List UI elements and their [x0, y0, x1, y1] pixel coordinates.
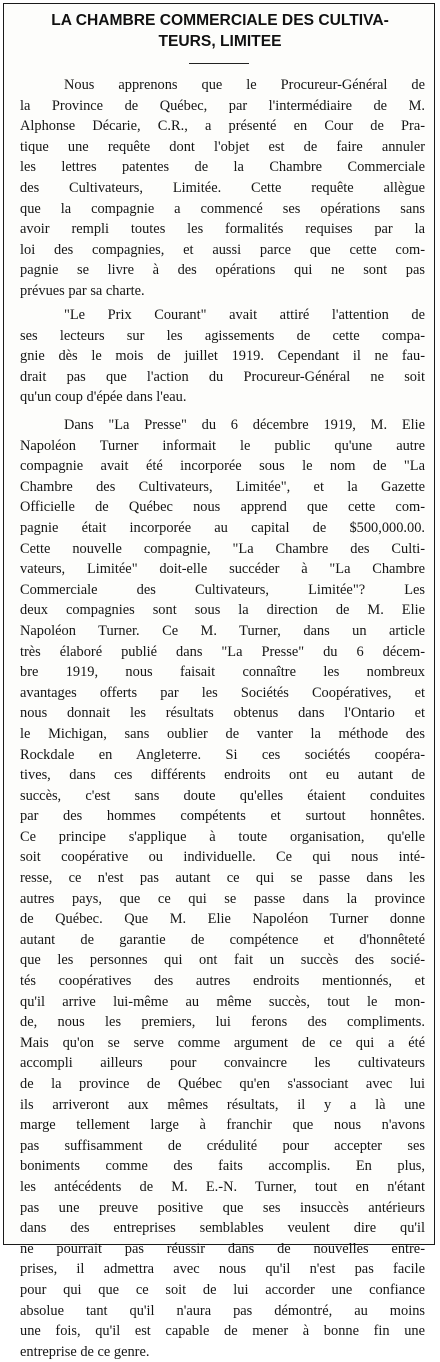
text-line: les lettres patentes de la Chambre Commerciale [20, 159, 425, 176]
text-line: bre 1919, nous faisait connaître les nombreux [20, 664, 425, 681]
text-line: boniments comme des faits accomplis. En plus, [20, 1158, 425, 1175]
paragraph-3 [20, 415, 425, 1362]
text-line: Mais qu'on se serve comme argument de ce qui a été [20, 1034, 425, 1051]
text-line: une fois, qu'il est capable de mener à bonne fin une [20, 1323, 425, 1340]
text-line: ses lecteurs sur les agissements de cette compa- [20, 327, 425, 344]
title-divider [189, 63, 249, 64]
text-line: que les personnes qui ont fait un succès des socié- [20, 952, 425, 969]
text-line: ne pourrait pas réussir dans de nouvelles entre- [20, 1240, 425, 1257]
text-line: de Québec. Que M. Elie Napoléon Turner donne [20, 911, 425, 928]
text-line: deux compagnies sont sous la direction de M. Elie [20, 602, 425, 619]
text-line: marge tellement large à franchir que nous n'avons [20, 1117, 425, 1134]
text-line: Chambre des Cultivateurs, Limitée", et la Gazette [20, 478, 425, 495]
text-line: les antécédents de M. E.-N. Turner, tout en n'étant [20, 1178, 425, 1195]
text-line: Cette nouvelle compagnie, "La Chambre des Culti- [20, 540, 425, 557]
text-line: la Province de Québec, par l'intermédiaire de M. [20, 97, 425, 114]
text-line: de la province de Québec qu'en s'associant avec lui [20, 1076, 425, 1092]
text-line: drait pas que l'action du Procureur-Général ne soit [20, 368, 425, 385]
text-line: dans des entreprises semblables veulent dire qu'il [20, 1220, 425, 1237]
paragraph-2 [20, 305, 425, 408]
text-line: Commerciale des Cultivateurs, Limitée"? Les [20, 581, 425, 598]
text-line: ils arriveront aux mêmes résultats, il y a là une [20, 1096, 425, 1113]
text-line: des Cultivateurs, Limitée. Cette requête allègue [20, 179, 425, 196]
text-line: le Michigan, sans oublier de vanter la méthode des [20, 725, 425, 742]
text-line: très élaboré publié dans "La Presse" du 6 décem- [20, 643, 425, 660]
text-line: autant de garantie de compétence et d'honnêteté [20, 931, 425, 948]
text-line: tés coopératives des autres endroits mentionnés, et [20, 973, 425, 990]
text-line: prises, il admettra avec nous qu'il n'est pas facile [20, 1261, 425, 1278]
text-line: resse, ce n'est pas autant ce qui se passe dans les [20, 870, 425, 887]
text-line: accompli ailleurs pour convaincre les cultivateurs [20, 1055, 425, 1072]
article-frame [3, 3, 435, 1360]
text-line: pagnie se livre à des opérations qui ne sont pas [20, 262, 425, 279]
text-line: tives, dans ces différents endroits ont eu autant de [20, 767, 425, 784]
text-line: Alphonse Décarie, C.R., a présenté en Cour de Pra- [20, 118, 425, 135]
text-line: soit coopérative ou individuelle. Ce qui nous inté- [20, 849, 425, 866]
text-line: prévues par sa charte. [20, 282, 145, 299]
text-line: pagnie était incorporée au capital de $500,000.00. [20, 519, 425, 536]
text-line: tique une requête dont l'objet est de faire annuler [20, 138, 425, 155]
text-line: avoir rempli toutes les formalités requises par la [20, 221, 425, 238]
text-line: succès, c'est sans doute qu'elles étaient conduites [20, 787, 425, 804]
text-line: pas suffisamment de crédulité pour accepter ses [20, 1137, 425, 1154]
text-line: Rockdale en Angleterre. Si ces sociétés coopéra- [20, 746, 425, 763]
text-line: de, nous les premiers, lui ferons des compliments. [20, 1014, 425, 1031]
text-line: Nous apprenons que le Procureur-Général de [64, 77, 425, 93]
text-line: loi des compagnies, et aussi parce que cette com- [20, 241, 425, 258]
text-line: Ce principe s'applique à toute organisation, qu'elle [20, 828, 425, 845]
text-line: pas une preuve positive que ses insuccès antérieurs [20, 1199, 425, 1216]
text-line: autres pays, que ce qui se passe dans la province [20, 890, 425, 907]
text-line: compagnie avait été incorporée sous le nom de "La [20, 458, 425, 475]
text-line: absolue tant qu'il n'aura pas démontré, au moins [20, 1302, 425, 1319]
text-line: vateurs, Limitée" doit-elle succéder à "La Chambre [20, 561, 425, 578]
text-line: Napoléon Turner. Ce M. Turner, dans un article [20, 622, 425, 639]
text-line: avantages offerts par les Sociétés Coopératives, et [20, 684, 425, 701]
text-line: qu'il arrive lui-même au même succès, tout le mon- [20, 993, 425, 1010]
article-title-line-2: TEURS, LIMITEE [158, 33, 282, 50]
text-line: entreprise de ce genre. [20, 1343, 150, 1360]
text-line: Napoléon Turner informait le public qu'une autre [20, 437, 425, 454]
paragraph-1 [20, 75, 425, 302]
article-title-line-1: LA CHAMBRE COMMERCIALE DES CULTIVA- [51, 12, 389, 29]
text-line: pour qui que ce soit de lui accorder une confiance [20, 1281, 425, 1298]
text-line: "Le Prix Courant" avait attiré l'attention de [64, 307, 425, 323]
text-line: que la compagnie a commencé ses opérations sans [20, 200, 425, 217]
text-line: Dans "La Presse" du 6 décembre 1919, M. Elie [64, 417, 425, 433]
text-line: nous donnait les résultats obtenus dans l'Ontario et [20, 705, 425, 722]
text-line: qu'un coup d'épée dans l'eau. [20, 389, 187, 406]
text-line: gnie dès le mois de juillet 1919. Cependant il ne fau- [20, 348, 425, 365]
text-line: Officielle de Québec nous apprend que cette com- [20, 499, 425, 516]
text-line: par des hommes compétents et surtout honnêtes. [20, 808, 425, 825]
